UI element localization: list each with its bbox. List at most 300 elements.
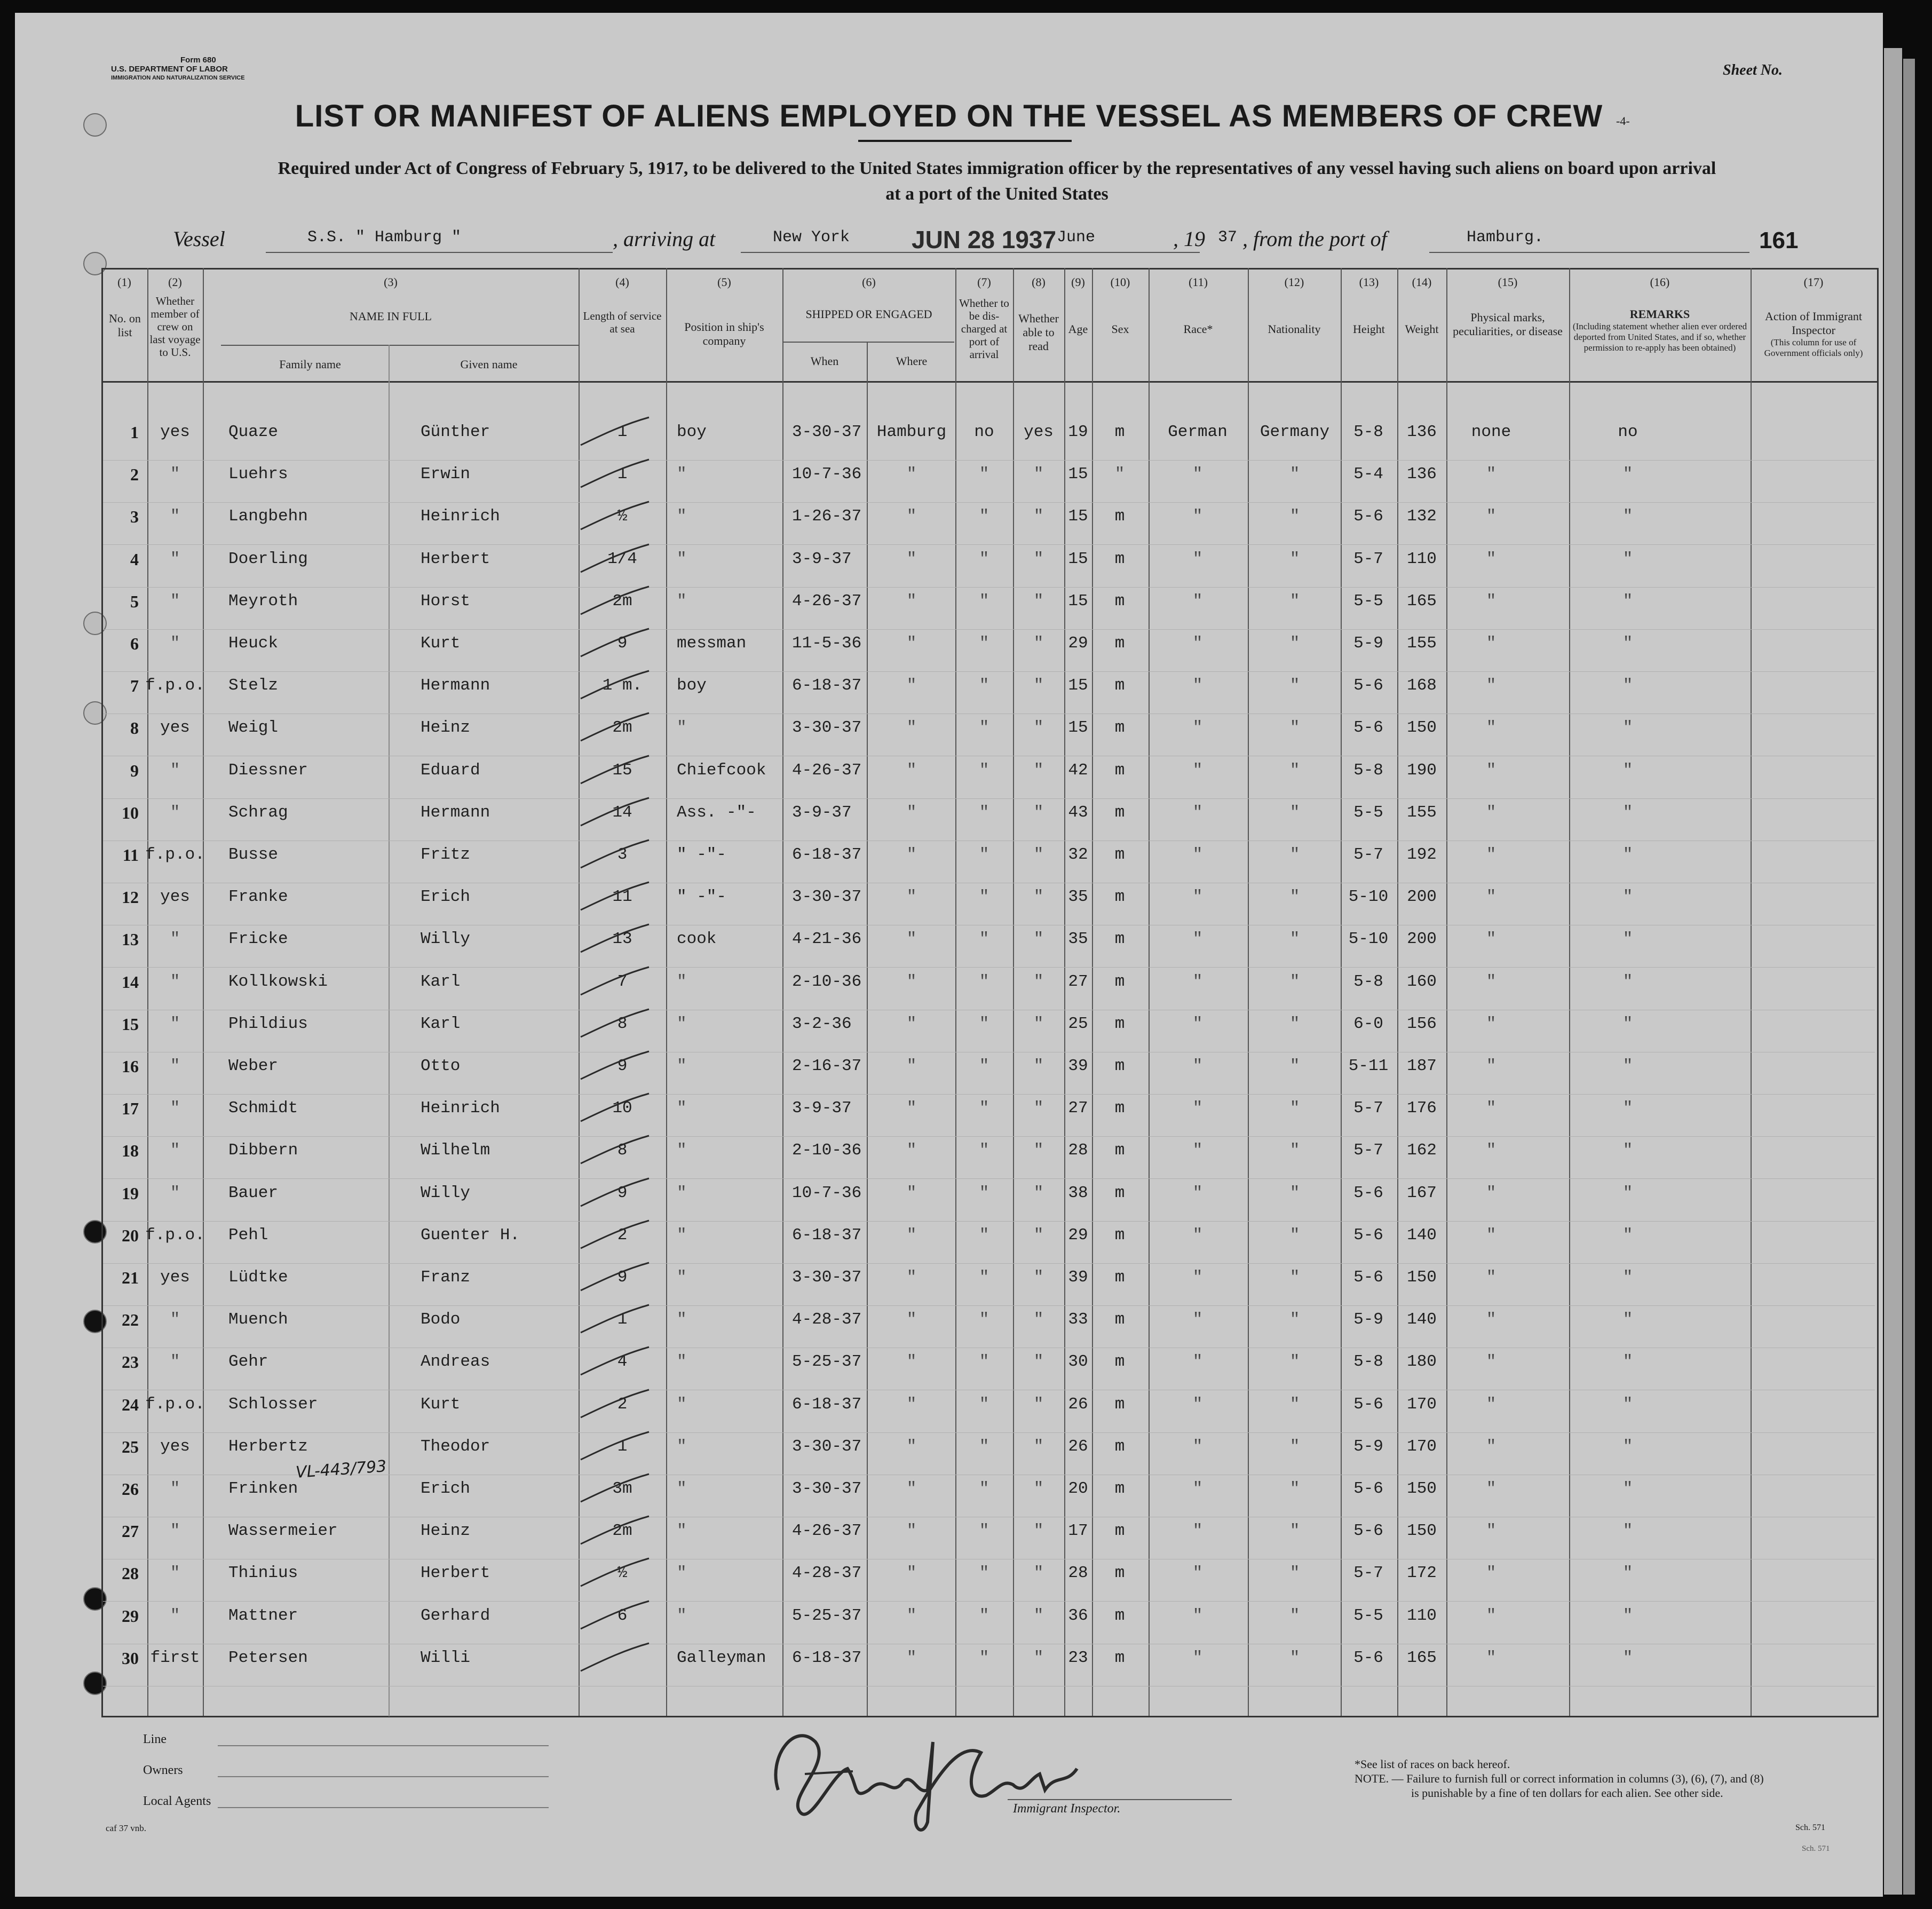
col-service-header: Length of service at sea <box>583 310 662 335</box>
cell-given: Gerhard <box>421 1606 490 1625</box>
cell-given: Guenter H. <box>421 1226 520 1245</box>
cell-age: 25 <box>1068 1015 1088 1033</box>
cell-when: 3-9-37 <box>792 550 852 568</box>
col-read-header: Whether able to read <box>1018 312 1059 353</box>
cell-position: " <box>677 1352 687 1371</box>
footnote-fine: is punishable by a fine of ten dollars for each alien. See other side. <box>1411 1786 1723 1800</box>
cell-marks: " <box>1486 1564 1496 1582</box>
cell-nationality: " <box>1289 634 1300 653</box>
cell-when: 6-18-37 <box>792 1395 862 1414</box>
cell-height: 5-5 <box>1353 592 1383 611</box>
cell-service: 4 <box>617 1352 628 1371</box>
cell-weight: 155 <box>1407 803 1437 822</box>
cell-crew: " <box>170 803 180 822</box>
service-check-mark <box>574 964 654 1001</box>
cell-sex: m <box>1114 634 1125 653</box>
footnote <box>1355 1757 1764 1800</box>
col-rule <box>1013 268 1014 1716</box>
cell-where: " <box>906 761 917 780</box>
service-check-mark <box>574 625 654 663</box>
col-name-header: NAME IN FULL <box>350 310 432 323</box>
manifest-table <box>101 268 1879 1717</box>
schedule-number-bleed: Sch. 571 <box>1802 1844 1830 1853</box>
cell-age: 20 <box>1068 1479 1088 1498</box>
row-number: 16 <box>122 1057 139 1076</box>
cell-remarks: " <box>1622 803 1633 822</box>
cell-weight: 160 <box>1407 972 1437 991</box>
colnum-11: (11) <box>1189 275 1208 289</box>
cell-service: 1 <box>617 1437 628 1456</box>
service-check-mark <box>574 837 654 874</box>
col-rule <box>1149 268 1150 1716</box>
cell-nationality: " <box>1289 1395 1300 1414</box>
cell-race: " <box>1192 1268 1203 1287</box>
cell-nationality: " <box>1289 718 1300 737</box>
colnum-9: (9) <box>1071 275 1085 289</box>
cell-when: 5-25-37 <box>792 1606 862 1625</box>
cell-remarks: " <box>1622 1606 1633 1625</box>
cell-crew: f.p.o. <box>145 1226 205 1245</box>
col-marks-header: Physical marks, peculiarities, or disease <box>1453 311 1563 338</box>
cell-crew: " <box>170 1310 180 1329</box>
cell-when: 4-28-37 <box>792 1564 862 1582</box>
cell-discharged: " <box>979 1479 989 1498</box>
cell-read: " <box>1033 1057 1044 1075</box>
cell-marks: " <box>1486 761 1496 780</box>
cell-remarks: " <box>1622 1649 1633 1667</box>
cell-marks: " <box>1486 845 1496 864</box>
col-when-header: When <box>810 354 839 368</box>
cell-weight: 165 <box>1407 592 1437 611</box>
cell-weight: 155 <box>1407 634 1437 653</box>
manifest-sheet <box>15 13 1883 1897</box>
cell-position: " <box>677 507 687 526</box>
cell-family: Schlosser <box>228 1395 318 1414</box>
row-rule <box>103 629 1875 630</box>
service-check-mark <box>574 879 654 916</box>
cell-height: 5-7 <box>1353 550 1383 568</box>
cell-nationality: " <box>1289 1141 1300 1160</box>
cell-crew: yes <box>160 718 190 737</box>
cell-position: " <box>677 1522 687 1540</box>
cell-nationality: " <box>1289 550 1300 568</box>
cell-family: Heuck <box>228 634 279 653</box>
cell-when: 3-9-37 <box>792 803 852 822</box>
cell-weight: 136 <box>1407 423 1437 441</box>
col-rule <box>389 345 390 1716</box>
row-rule <box>103 1136 1875 1137</box>
cell-weight: 170 <box>1407 1437 1437 1456</box>
cell-nationality: " <box>1289 761 1300 780</box>
colnum-17: (17) <box>1803 275 1824 289</box>
cell-height: 5-11 <box>1348 1057 1389 1075</box>
cell-read: " <box>1033 1522 1044 1540</box>
colnum-2: (2) <box>168 275 182 289</box>
cell-family: Gehr <box>228 1352 268 1371</box>
cell-remarks: " <box>1622 888 1633 906</box>
cell-crew: " <box>170 634 180 653</box>
row-number: 27 <box>122 1522 139 1541</box>
row-rule <box>103 1305 1875 1306</box>
cell-crew: " <box>170 1015 180 1033</box>
cell-given: Karl <box>421 1015 461 1033</box>
cell-race: " <box>1192 888 1203 906</box>
cell-service: 6 <box>617 1606 628 1625</box>
service-check-mark <box>574 1344 654 1381</box>
cell-sex: m <box>1114 845 1125 864</box>
cell-race: " <box>1192 592 1203 611</box>
cell-race: " <box>1192 761 1203 780</box>
cell-age: 28 <box>1068 1564 1088 1582</box>
cell-service: 1 <box>617 1310 628 1329</box>
cell-discharged: " <box>979 1268 989 1287</box>
cell-position: " <box>677 1015 687 1033</box>
cell-sex: m <box>1114 507 1125 526</box>
cell-nationality: " <box>1289 1057 1300 1075</box>
cell-age: 43 <box>1068 803 1088 822</box>
cell-crew: " <box>170 1479 180 1498</box>
cell-marks: " <box>1486 1057 1496 1075</box>
cell-service: 9 <box>617 1268 628 1287</box>
cell-nationality: " <box>1289 1606 1300 1625</box>
row-number: 20 <box>122 1226 139 1245</box>
row-number: 15 <box>122 1015 139 1034</box>
col-family-header: Family name <box>279 358 341 371</box>
cell-height: 5-6 <box>1353 1226 1383 1245</box>
cell-remarks: " <box>1622 1268 1633 1287</box>
col-rule <box>1064 268 1065 1716</box>
cell-remarks: " <box>1622 1057 1633 1075</box>
cell-height: 5-6 <box>1353 1522 1383 1540</box>
cell-family: Meyroth <box>228 592 298 611</box>
cell-remarks: " <box>1622 676 1633 695</box>
col-rule <box>1569 268 1570 1716</box>
cell-read: " <box>1033 845 1044 864</box>
cell-crew: " <box>170 930 180 948</box>
cell-weight: 200 <box>1407 930 1437 948</box>
cell-given: Erich <box>421 1479 471 1498</box>
cell-height: 5-5 <box>1353 1606 1383 1625</box>
row-number: 2 <box>130 465 139 484</box>
colnum-3: (3) <box>384 275 398 289</box>
cell-where: " <box>906 1352 917 1371</box>
title-underline <box>858 140 1072 142</box>
year-value: 37 <box>1218 228 1238 247</box>
cell-height: 5-8 <box>1353 1352 1383 1371</box>
cell-sex: m <box>1114 930 1125 948</box>
cell-sex: m <box>1114 592 1125 611</box>
cell-when: 10-7-36 <box>792 1184 862 1202</box>
cell-sex: m <box>1114 1268 1125 1287</box>
cell-discharged: no <box>974 423 994 441</box>
cell-given: Günther <box>421 423 490 441</box>
cell-where: " <box>906 803 917 822</box>
cell-race: " <box>1192 845 1203 864</box>
schedule-number: Sch. 571 <box>1795 1823 1825 1832</box>
cell-family: Kollkowski <box>228 972 328 991</box>
cell-height: 5-9 <box>1353 634 1383 653</box>
cell-family: Schrag <box>228 803 288 822</box>
cell-given: Horst <box>421 592 471 611</box>
cell-position: " <box>677 465 687 484</box>
cell-discharged: " <box>979 1522 989 1540</box>
cell-where: " <box>906 507 917 526</box>
service-check-mark <box>574 1429 654 1466</box>
cell-service: 3m <box>612 1479 632 1498</box>
cell-where: " <box>906 888 917 906</box>
from-underline <box>1429 252 1749 253</box>
shipped-header-rule <box>783 342 954 343</box>
cell-height: 5-4 <box>1353 465 1383 484</box>
service-check-mark <box>574 921 654 959</box>
cell-read: " <box>1033 1184 1044 1202</box>
cell-given: Eduard <box>421 761 480 780</box>
row-rule <box>103 587 1875 588</box>
col-age-header: Age <box>1068 322 1088 336</box>
cell-family: Busse <box>228 845 279 864</box>
cell-age: 29 <box>1068 634 1088 653</box>
cell-marks: " <box>1486 1395 1496 1414</box>
col-rule <box>782 268 783 1716</box>
cell-sex: m <box>1114 1522 1125 1540</box>
col-where-header: Where <box>896 354 928 368</box>
cell-weight: 170 <box>1407 1395 1437 1414</box>
cell-race: " <box>1192 1099 1203 1118</box>
cell-weight: 180 <box>1407 1352 1437 1371</box>
cell-nationality: " <box>1289 1099 1300 1118</box>
cell-sex: m <box>1114 1649 1125 1667</box>
col-rule <box>1397 268 1398 1716</box>
row-rule <box>103 671 1875 672</box>
cell-remarks: " <box>1622 1226 1633 1245</box>
colnum-10: (10) <box>1110 275 1130 289</box>
cell-position: " <box>677 972 687 991</box>
cell-nationality: " <box>1289 1649 1300 1667</box>
cell-discharged: " <box>979 1564 989 1582</box>
cell-race: " <box>1192 718 1203 737</box>
cell-given: Heinrich <box>421 1099 500 1118</box>
cell-nationality: " <box>1289 930 1300 948</box>
colnum-15: (15) <box>1498 275 1518 289</box>
cell-position: boy <box>677 676 707 695</box>
footer-agents-rule <box>218 1807 549 1808</box>
row-number: 24 <box>122 1395 139 1414</box>
cell-marks: " <box>1486 550 1496 568</box>
cell-height: 5-7 <box>1353 1141 1383 1160</box>
cell-position: " <box>677 592 687 611</box>
cell-when: 3-30-37 <box>792 718 862 737</box>
cell-race: " <box>1192 972 1203 991</box>
cell-family: Diessner <box>228 761 308 780</box>
print-mark: caf 37 vnb. <box>106 1823 147 1833</box>
cell-age: 30 <box>1068 1352 1088 1371</box>
cell-service: 8 <box>617 1015 628 1033</box>
cell-read: " <box>1033 1352 1044 1371</box>
cell-family: Weber <box>228 1057 279 1075</box>
cell-remarks: " <box>1622 1395 1633 1414</box>
cell-age: 15 <box>1068 507 1088 526</box>
cell-read: yes <box>1024 423 1054 441</box>
footer-line-rule <box>218 1745 549 1746</box>
colnum-1: (1) <box>117 275 131 289</box>
cell-crew: yes <box>160 1268 190 1287</box>
cell-age: 29 <box>1068 1226 1088 1245</box>
service-check-mark <box>574 1598 654 1635</box>
service-check-mark <box>574 456 654 494</box>
cell-race: " <box>1192 1141 1203 1160</box>
cell-crew: " <box>170 1099 180 1118</box>
cell-when: 2-10-36 <box>792 1141 862 1160</box>
cell-family: Bauer <box>228 1184 279 1202</box>
row-rule <box>103 1263 1875 1264</box>
cell-race: " <box>1192 1352 1203 1371</box>
cell-age: 28 <box>1068 1141 1088 1160</box>
cell-age: 15 <box>1068 550 1088 568</box>
cell-discharged: " <box>979 1184 989 1202</box>
col-nationality-header: Nationality <box>1268 322 1321 336</box>
row-number: 17 <box>122 1099 139 1118</box>
row-number: 12 <box>122 888 139 907</box>
cell-service: ½ <box>617 507 628 526</box>
cell-read: " <box>1033 972 1044 991</box>
cell-crew: " <box>170 550 180 568</box>
cell-when: 3-30-37 <box>792 1479 862 1498</box>
cell-read: " <box>1033 718 1044 737</box>
cell-marks: " <box>1486 930 1496 948</box>
cell-service: 1 <box>617 465 628 484</box>
cell-position: " -"- <box>677 845 727 864</box>
cell-position: " <box>677 1141 687 1160</box>
cell-sex: m <box>1114 1310 1125 1329</box>
cell-where: " <box>906 676 917 695</box>
cell-family: Fricke <box>228 930 288 948</box>
cell-when: 2-16-37 <box>792 1057 862 1075</box>
cell-race: " <box>1192 1226 1203 1245</box>
cell-discharged: " <box>979 1015 989 1033</box>
cell-height: 5-8 <box>1353 972 1383 991</box>
cell-age: 35 <box>1068 930 1088 948</box>
cell-read: " <box>1033 1479 1044 1498</box>
cell-height: 5-7 <box>1353 845 1383 864</box>
colnum-14: (14) <box>1412 275 1432 289</box>
year-prefix: , 19 <box>1173 227 1205 251</box>
cell-position: " <box>677 1564 687 1582</box>
cell-sex: m <box>1114 1395 1125 1414</box>
cell-weight: 132 <box>1407 507 1437 526</box>
col-rule <box>955 268 956 1716</box>
cell-service: ½ <box>617 1564 628 1582</box>
cell-crew: " <box>170 1606 180 1625</box>
cell-nationality: " <box>1289 1479 1300 1498</box>
cell-crew: " <box>170 1522 180 1540</box>
cell-service: 10 <box>612 1099 632 1118</box>
service-check-mark <box>574 414 654 451</box>
cell-read: " <box>1033 1141 1044 1160</box>
cell-age: 38 <box>1068 1184 1088 1202</box>
cell-read: " <box>1033 1226 1044 1245</box>
cell-service: 2 <box>617 1395 628 1414</box>
cell-position: messman <box>677 634 747 653</box>
cell-age: 15 <box>1068 592 1088 611</box>
cell-service: 9 <box>617 634 628 653</box>
cell-age: 39 <box>1068 1268 1088 1287</box>
cell-sex: m <box>1114 1184 1125 1202</box>
cell-service: 11 <box>612 888 632 906</box>
col-action-header: Action of Immigrant Inspector <box>1764 310 1863 337</box>
cell-read: " <box>1033 888 1044 906</box>
cell-read: " <box>1033 1395 1044 1414</box>
cell-read: " <box>1033 1649 1044 1667</box>
cell-when: 6-18-37 <box>792 1226 862 1245</box>
cell-age: 35 <box>1068 888 1088 906</box>
cell-height: 5-7 <box>1353 1564 1383 1582</box>
cell-height: 5-8 <box>1353 761 1383 780</box>
row-rule <box>103 502 1875 503</box>
cell-crew: " <box>170 592 180 611</box>
col-no-header: No. on list <box>109 312 141 339</box>
cell-where: " <box>906 550 917 568</box>
cell-nationality: " <box>1289 1310 1300 1329</box>
cell-crew: f.p.o. <box>145 845 205 864</box>
vessel-label: Vessel <box>173 227 225 251</box>
cell-read: " <box>1033 1606 1044 1625</box>
cell-race: " <box>1192 1606 1203 1625</box>
cell-discharged: " <box>979 803 989 822</box>
cell-nationality: " <box>1289 1015 1300 1033</box>
arriving-label: , arriving at <box>613 227 716 251</box>
cell-position: " <box>677 1437 687 1456</box>
cell-sex: m <box>1114 1564 1125 1582</box>
row-number: 23 <box>122 1352 139 1372</box>
arriving-port: New York <box>773 228 850 247</box>
row-number: 28 <box>122 1564 139 1583</box>
col-discharged-header: Whether to be dis-charged at port of arrival <box>959 297 1009 361</box>
cell-age: 15 <box>1068 718 1088 737</box>
cell-given: Willy <box>421 1184 471 1202</box>
cell-given: Heinz <box>421 718 471 737</box>
row-rule <box>103 544 1875 545</box>
colnum-5: (5) <box>717 275 731 289</box>
cell-remarks: " <box>1622 1352 1633 1371</box>
service-check-mark <box>574 1387 654 1424</box>
col-crew-header: Whether member of crew on last voyage to U.S. <box>149 295 201 359</box>
cell-race: " <box>1192 465 1203 484</box>
cell-position: " <box>677 718 687 737</box>
cell-marks: " <box>1486 1437 1496 1456</box>
col-rule <box>147 268 148 1716</box>
handwritten-reference: VL-443/793 <box>295 1457 387 1482</box>
cell-age: 36 <box>1068 1606 1088 1625</box>
row-rule <box>103 1432 1875 1433</box>
row-number: 14 <box>122 972 139 992</box>
cell-weight: 190 <box>1407 761 1437 780</box>
cell-marks: " <box>1486 507 1496 526</box>
cell-given: Willy <box>421 930 471 948</box>
cell-crew: yes <box>160 423 190 441</box>
cell-remarks: " <box>1622 592 1633 611</box>
cell-weight: 162 <box>1407 1141 1437 1160</box>
cell-weight: 187 <box>1407 1057 1437 1075</box>
cell-discharged: " <box>979 1395 989 1414</box>
cell-position: " <box>677 1226 687 1245</box>
cell-given: Kurt <box>421 1395 461 1414</box>
cell-read: " <box>1033 761 1044 780</box>
cell-read: " <box>1033 1268 1044 1287</box>
cell-service: 3 <box>617 845 628 864</box>
col-race-header: Race* <box>1183 322 1213 336</box>
cell-discharged: " <box>979 1437 989 1456</box>
cell-service: 2m <box>612 592 632 611</box>
